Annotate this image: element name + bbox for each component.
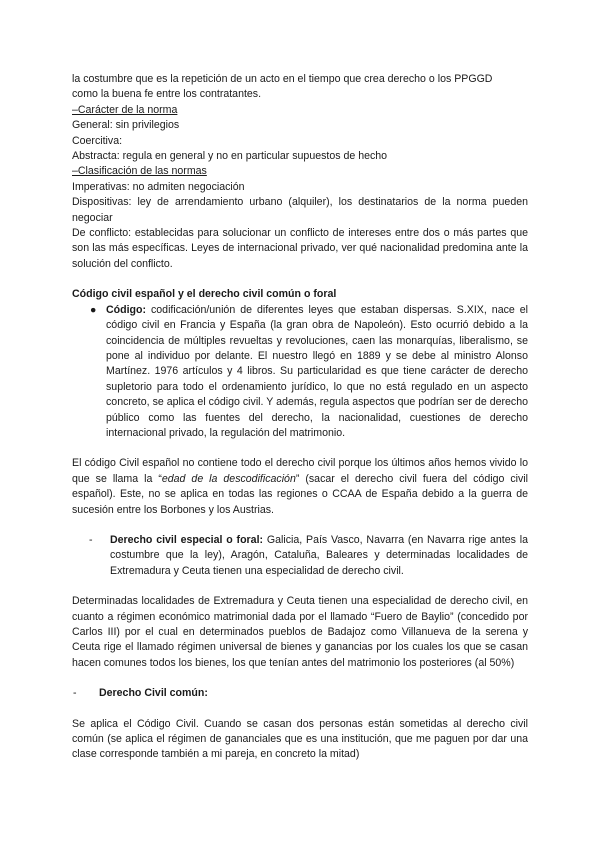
foral-label: Derecho civil especial o foral:	[110, 533, 264, 546]
caracter-heading: –Carácter de la norma	[72, 103, 178, 116]
caracter-general: General: sin privilegios	[72, 119, 180, 132]
comun-paragraph: Se aplica el Código Civil. Cuando se casan dos personas están sometidas al derecho civil común (se aplica el régimen de gananciales que es una institución, que me paguen por dar una clase corresponde también a mi pareja, en concreto la mitad)	[72, 717, 528, 761]
codigo-heading: Código civil español y el derecho civil común o foral	[72, 288, 337, 301]
comun-item	[72, 686, 528, 701]
comun-label: Derecho Civil común:	[99, 687, 208, 700]
clasificacion-conflicto: De conflicto: establecidas para solucionar un conflicto de intereses entre dos o más partes que son las más específicas. Leyes de internacional privado, ver qué nacionalidad predomina ante la solución del conflicto.	[72, 227, 528, 270]
foral-text: Galicia, País Vasco, Navarra (en Navarra rige antes la costumbre que la ley), Aragón, Cataluña, Baleares y determinadas localidades de Extremadura y Ceuta tienen una especialidad de derecho civil.	[110, 533, 528, 577]
intro-line-2: como la buena fe entre los contratantes.	[72, 88, 262, 101]
codigo-bullet	[72, 303, 528, 442]
caracter-coercitiva: Coercitiva:	[72, 134, 123, 147]
descodificacion-post: ” (sacar el derecho civil fuera del código civil español). Este, no se aplica en todas las regiones o CCAA de España debido a la guerra de sucesión entre los Borbones y los Austrias.	[72, 472, 528, 516]
intro-line-1: la costumbre que es la repetición de un acto en el tiempo que crea derecho o los PPGGD	[72, 73, 493, 85]
clasificacion-dispositivas: Dispositivas: ley de arrendamiento urbano (alquiler), los destinatarios de la norma pueden negociar	[72, 196, 528, 224]
codigo-bullet-label: Código:	[106, 303, 147, 316]
descodificacion-pre: El código Civil español no contiene todo el derecho civil porque los últimos años hemos vivido lo que se llama la “	[72, 457, 528, 485]
clasificacion-imperativas: Imperativas: no admiten negociación	[72, 180, 245, 193]
dash-marker: -	[73, 687, 77, 700]
caracter-abstracta: Abstracta: regula en general y no en particular supuestos de hecho	[72, 150, 388, 163]
codigo-bullet-text: codificación/unión de diferentes leyes que estaban dispersas. S.XIX, nace el código civil en Francia y España (la gran obra de Napoleón). Esto ocurrió debido a la coincidencia de múltiples revueltas y revoluciones, caen las monarquías, liberalismo, se pone al individuo por delante. El nuestro llegó en 1889 y se debe al ministro Alonso Martínez. 1976 artículos y 4 libros. Su particularidad es que tiene carácter de derecho supletorio para todo el ordenamiento jurídico, lo que no está regulado en un aspecto concreto, se aplica el código civil. Y además, regula aspectos que podrían ser de derecho público como las fuentes del derecho, la nacionalidad, cuestiones de derecho internacional privado, la regulación del matrimonio.	[106, 303, 528, 439]
dash-marker: -	[89, 533, 93, 546]
clasificacion-heading: –Clasificación de las normas	[72, 165, 207, 178]
bullet-marker: ●	[90, 303, 97, 316]
descodificacion-paragraph	[72, 456, 528, 518]
document-page	[72, 72, 528, 763]
baylio-paragraph: Determinadas localidades de Extremadura y Ceuta tienen una especialidad de derecho civil, en cuanto a régimen económico matrimonial dada por el llamado “Fuero de Baylio” (concedido por Carlos III) por el cual en determinados pueblos de Badajoz como Villanueva de la serena y Ceuta rige el llamado régimen universal de bienes y ganancias por los cuales los que se casan hacen comunes todos los bienes, los que tenían antes del matrimonio los posteriores (al 50%)	[72, 595, 528, 669]
foral-item	[72, 533, 528, 579]
descodificacion-italic: edad de la descodificación	[161, 472, 296, 485]
